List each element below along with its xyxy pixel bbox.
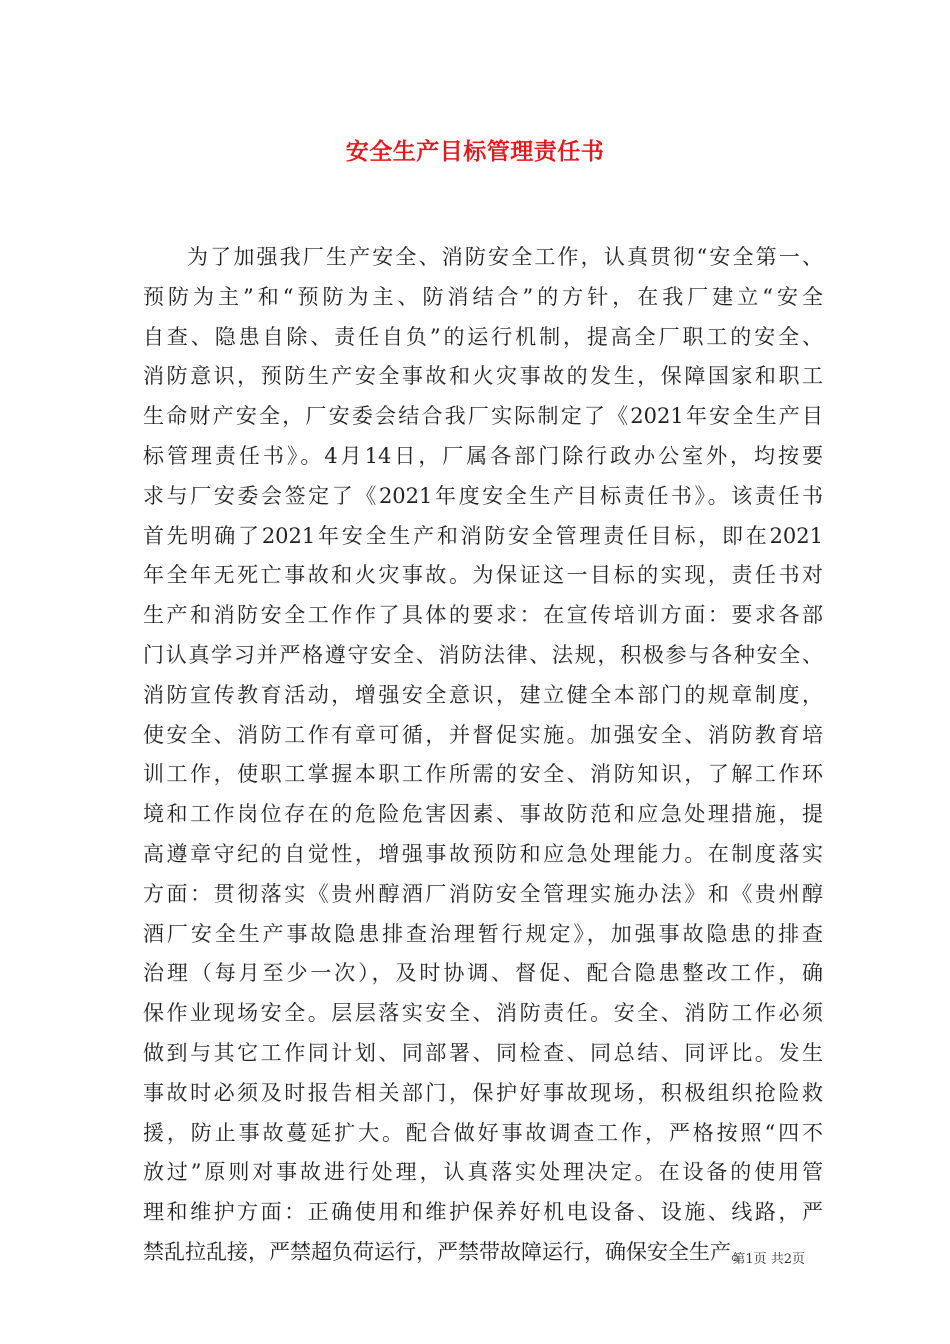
text-line: 预防为主”和“预防为主、防消结合”的方针，在我厂建立“安全 bbox=[143, 284, 823, 309]
text-line: 保作业现场安全。层层落实安全、消防责任。安全、消防工作必须 bbox=[143, 1001, 823, 1026]
text-line: 使安全、消防工作有章可循，并督促实施。加强安全、消防教育培 bbox=[143, 722, 823, 747]
text-line: 做到与其它工作同计划、同部署、同检查、同总结、同评比。发生 bbox=[143, 1040, 823, 1065]
text-line: 标管理责任书》。4月14日，厂属各部门除行政办公室外，均按要 bbox=[143, 443, 823, 468]
text-line: 生命财产安全，厂安委会结合我厂实际制定了《2021年安全生产目 bbox=[143, 404, 823, 429]
text-line: 事故时必须及时报告相关部门，保护好事故现场，积极组织抢险救 bbox=[143, 1080, 823, 1105]
page-number: 第1页 共2页 bbox=[732, 1252, 805, 1267]
body-text bbox=[143, 238, 823, 1273]
text-line: 高遵章守纪的自觉性，增强事故预防和应急处理能力。在制度落实 bbox=[143, 841, 823, 866]
text-line: 自查、隐患自除、责任自负”的运行机制，提高全厂职工的安全、 bbox=[143, 324, 823, 349]
text-line: 理和维护方面：正确使用和维护保养好机电设备、设施、线路，严 bbox=[143, 1200, 823, 1225]
text-line: 治理（每月至少一次），及时协调、督促、配合隐患整改工作，确 bbox=[143, 961, 823, 986]
text-line: 消防宣传教育活动，增强安全意识，建立健全本部门的规章制度， bbox=[143, 682, 823, 707]
text-line: 首先明确了2021年安全生产和消防安全管理责任目标，即在2021 bbox=[143, 523, 823, 548]
document-title: 安全生产目标管理责任书 bbox=[345, 138, 605, 165]
text-line: 门认真学习并严格遵守安全、消防法律、法规，积极参与各种安全、 bbox=[143, 642, 823, 667]
text-line: 酒厂安全生产事故隐患排查治理暂行规定》，加强事故隐患的排查 bbox=[143, 921, 823, 946]
text-line: 训工作，使职工掌握本职工作所需的安全、消防知识，了解工作环 bbox=[143, 762, 823, 787]
text-line: 生产和消防安全工作作了具体的要求：在宣传培训方面：要求各部 bbox=[143, 603, 823, 628]
text-line: 求与厂安委会签定了《2021年度安全生产目标责任书》。该责任书 bbox=[143, 483, 823, 508]
text-line: 放过”原则对事故进行处理，认真落实处理决定。在设备的使用管 bbox=[143, 1160, 823, 1185]
text-line: 方面：贯彻落实《贵州醇酒厂消防安全管理实施办法》和《贵州醇 bbox=[143, 881, 823, 906]
text-line: 消防意识，预防生产安全事故和火灾事故的发生，保障国家和职工 bbox=[143, 364, 823, 389]
text-line: 境和工作岗位存在的危险危害因素、事故防范和应急处理措施，提 bbox=[143, 802, 823, 827]
text-line: 援，防止事故蔓延扩大。配合做好事故调查工作，严格按照“四不 bbox=[143, 1120, 823, 1145]
text-line: 年全年无死亡事故和火灾事故。为保证这一目标的实现，责任书对 bbox=[143, 563, 823, 588]
text-line: 为了加强我厂生产安全、消防安全工作，认真贯彻“安全第一、 bbox=[187, 245, 823, 269]
text-line: 禁乱拉乱接，严禁超负荷运行，严禁带故障运行，确保安全生产。 bbox=[143, 1239, 752, 1264]
